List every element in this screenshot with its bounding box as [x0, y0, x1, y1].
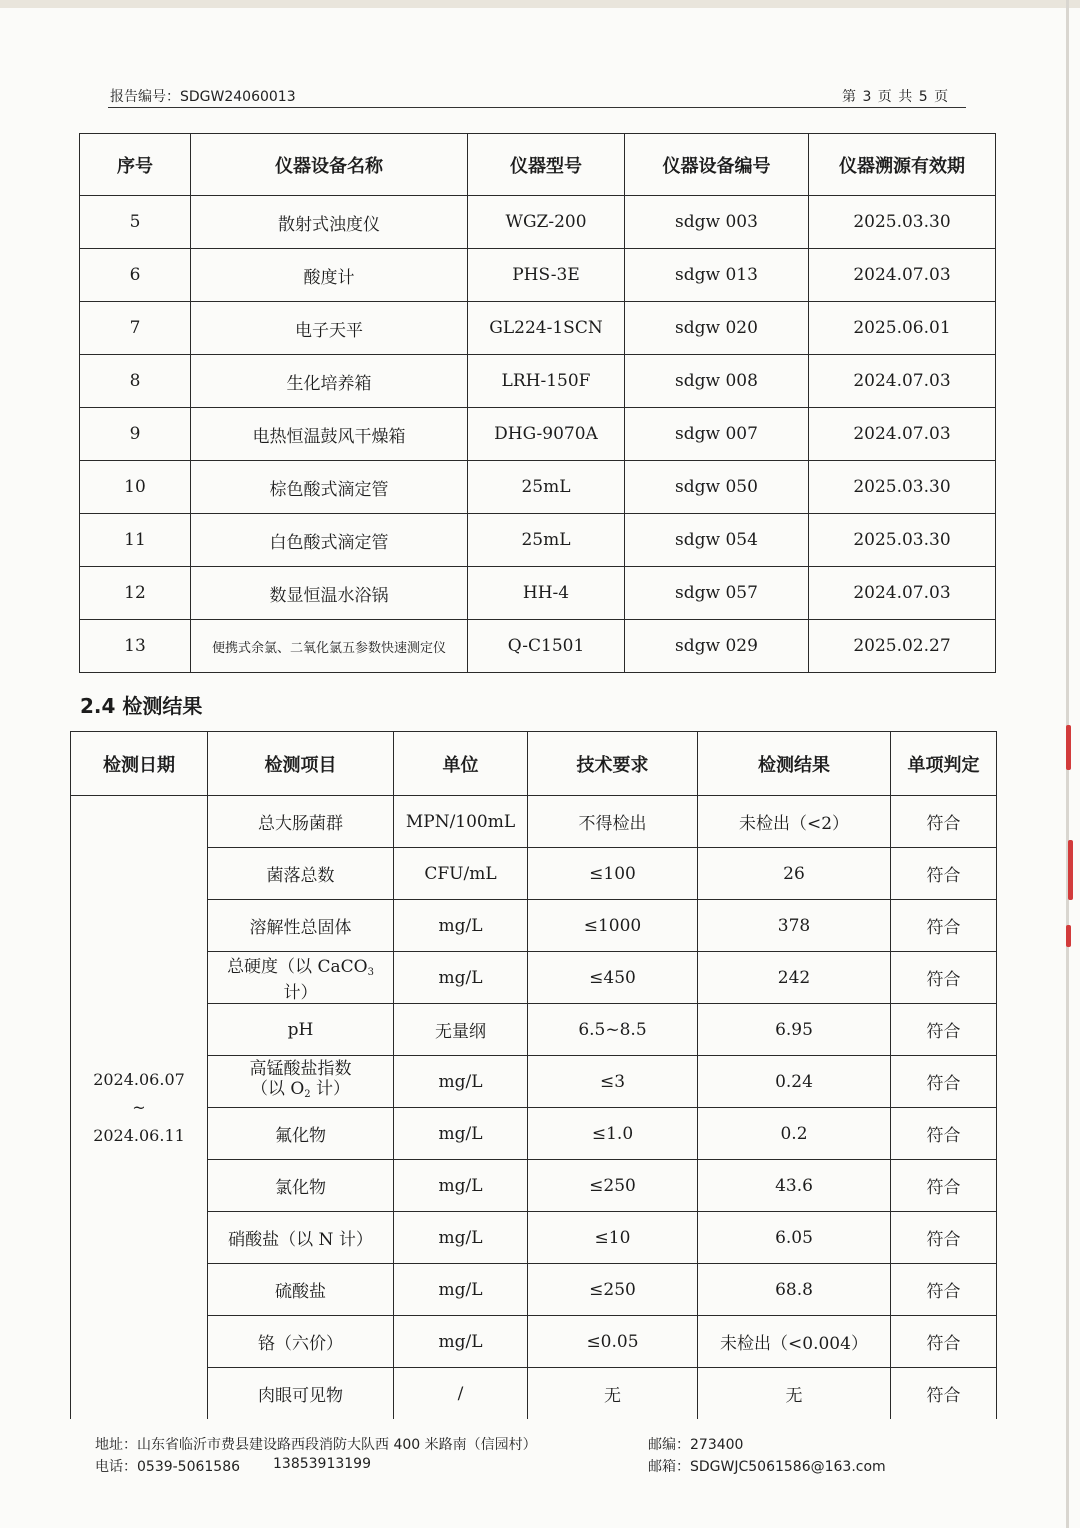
table-row	[71, 1108, 997, 1160]
cell-unit: mg/L	[394, 1316, 528, 1368]
cell-id: sdgw 020	[625, 302, 809, 355]
table-row	[71, 1004, 997, 1056]
cell-id: sdgw 003	[625, 196, 809, 249]
col-header-date: 检测日期	[71, 732, 208, 796]
cell-id: sdgw 057	[625, 567, 809, 620]
cell-model: Q-C1501	[468, 620, 625, 673]
cell-id: sdgw 007	[625, 408, 809, 461]
cell-verdict: 符合	[891, 1316, 997, 1368]
col-header-no: 序号	[80, 134, 191, 196]
cell-item	[208, 952, 394, 1004]
test-date-range	[71, 796, 208, 1420]
cell-item: 溶解性总固体	[208, 900, 394, 952]
cell-verdict: 符合	[891, 1108, 997, 1160]
section-title: 2.4 检测结果	[80, 694, 203, 718]
cell-model: 25mL	[468, 461, 625, 514]
cell-name: 散射式浊度仪	[191, 196, 468, 249]
item-tail: 计）	[283, 983, 318, 1003]
col-header-id: 仪器设备编号	[625, 134, 809, 196]
cell-name: 生化培养箱	[191, 355, 468, 408]
cell-validity: 2024.07.03	[809, 567, 996, 620]
cell-unit: MPN/100mL	[394, 796, 528, 848]
table-row	[71, 1368, 997, 1420]
cell-model: LRH-150F	[468, 355, 625, 408]
cell-requirement: ≤10	[528, 1212, 698, 1264]
results-table	[70, 731, 997, 1419]
table-row	[80, 355, 996, 408]
cell-verdict: 符合	[891, 952, 997, 1004]
footer-email: 邮箱：SDGWJC5061586@163.com	[648, 1459, 886, 1475]
cell-verdict: 符合	[891, 796, 997, 848]
cell-no: 8	[80, 355, 191, 408]
cell-item: 铬（六价）	[208, 1316, 394, 1368]
cell-id: sdgw 029	[625, 620, 809, 673]
cell-verdict: 符合	[891, 1212, 997, 1264]
table-row	[80, 302, 996, 355]
header-divider	[108, 107, 966, 108]
cell-result: 未检出（<0.004）	[698, 1316, 891, 1368]
date-end: 2024.06.11	[93, 1125, 185, 1145]
table-row	[80, 514, 996, 567]
table-row	[80, 567, 996, 620]
cell-unit: mg/L	[394, 952, 528, 1004]
cell-unit: mg/L	[394, 1160, 528, 1212]
table-row	[71, 1264, 997, 1316]
cell-result: 无	[698, 1368, 891, 1420]
cell-model: HH-4	[468, 567, 625, 620]
cell-verdict: 符合	[891, 1056, 997, 1108]
cell-verdict: 符合	[891, 900, 997, 952]
cell-validity: 2025.03.30	[809, 196, 996, 249]
date-start: 2024.06.07	[93, 1069, 185, 1089]
cell-unit: mg/L	[394, 900, 528, 952]
cell-requirement: ≤3	[528, 1056, 698, 1108]
cell-validity: 2025.03.30	[809, 514, 996, 567]
footer-postcode: 邮编：273400	[648, 1437, 744, 1453]
cell-id: sdgw 013	[625, 249, 809, 302]
report-number: 报告编号：SDGW24060013	[110, 89, 296, 105]
page-indicator: 第 3 页 共 5 页	[842, 89, 950, 105]
cell-model: 25mL	[468, 514, 625, 567]
cell-model: WGZ-200	[468, 196, 625, 249]
cell-requirement: ≤1.0	[528, 1108, 698, 1160]
item-tail: 计）	[310, 1078, 351, 1099]
footer-address: 地址：山东省临沂市费县建设路西段消防大队西 400 米路南（信园村）	[95, 1437, 537, 1453]
cell-requirement: ≤1000	[528, 900, 698, 952]
equipment-table	[79, 133, 996, 673]
cell-item: 硫酸盐	[208, 1264, 394, 1316]
table-row	[71, 1160, 997, 1212]
table-row	[71, 1056, 997, 1108]
cell-name: 酸度计	[191, 249, 468, 302]
cell-id: sdgw 050	[625, 461, 809, 514]
cell-id: sdgw 008	[625, 355, 809, 408]
cell-requirement: ≤250	[528, 1160, 698, 1212]
cell-no: 9	[80, 408, 191, 461]
equipment-header-row	[80, 134, 996, 196]
table-row	[80, 196, 996, 249]
cell-item: pH	[208, 1004, 394, 1056]
cell-name: 白色酸式滴定管	[191, 514, 468, 567]
cell-unit: mg/L	[394, 1212, 528, 1264]
cell-unit: 无量纲	[394, 1004, 528, 1056]
item-text: 总硬度（以 CaCO	[227, 957, 368, 977]
cell-item: 菌落总数	[208, 848, 394, 900]
red-stamp-edge	[1068, 840, 1073, 900]
cell-name: 电热恒温鼓风干燥箱	[191, 408, 468, 461]
table-row	[71, 796, 997, 848]
table-row	[71, 1212, 997, 1264]
table-row	[80, 461, 996, 514]
cell-validity: 2025.03.30	[809, 461, 996, 514]
cell-model: PHS-3E	[468, 249, 625, 302]
red-stamp-edge	[1066, 725, 1071, 770]
col-header-unit: 单位	[394, 732, 528, 796]
cell-model: GL224-1SCN	[468, 302, 625, 355]
cell-name: 棕色酸式滴定管	[191, 461, 468, 514]
cell-result: 26	[698, 848, 891, 900]
col-header-verdict: 单项判定	[891, 732, 997, 796]
cell-unit: /	[394, 1368, 528, 1420]
cell-no: 10	[80, 461, 191, 514]
cell-item: 总大肠菌群	[208, 796, 394, 848]
cell-item: 氟化物	[208, 1108, 394, 1160]
scan-top-band	[0, 0, 1080, 8]
footer-phone: 电话：0539-5061586	[95, 1459, 241, 1475]
cell-validity: 2024.07.03	[809, 408, 996, 461]
cell-validity: 2025.02.27	[809, 620, 996, 673]
item-subscript: 2	[304, 1088, 311, 1100]
col-header-item: 检测项目	[208, 732, 394, 796]
col-header-name: 仪器设备名称	[191, 134, 468, 196]
cell-result: 378	[698, 900, 891, 952]
cell-unit: mg/L	[394, 1056, 528, 1108]
table-row	[80, 620, 996, 673]
cell-result: 242	[698, 952, 891, 1004]
cell-requirement: ≤250	[528, 1264, 698, 1316]
cell-no: 12	[80, 567, 191, 620]
item-line2-text: （以 O	[250, 1078, 305, 1099]
cell-result: 0.2	[698, 1108, 891, 1160]
cell-result: 43.6	[698, 1160, 891, 1212]
date-separator: ~	[132, 1097, 146, 1117]
cell-no: 7	[80, 302, 191, 355]
cell-validity: 2024.07.03	[809, 355, 996, 408]
cell-name: 数显恒温水浴锅	[191, 567, 468, 620]
cell-no: 6	[80, 249, 191, 302]
cell-id: sdgw 054	[625, 514, 809, 567]
cell-item: 硝酸盐（以 N 计）	[208, 1212, 394, 1264]
cell-result: 0.24	[698, 1056, 891, 1108]
cell-item: 氯化物	[208, 1160, 394, 1212]
cell-verdict: 符合	[891, 1264, 997, 1316]
cell-name: 电子天平	[191, 302, 468, 355]
table-row	[80, 249, 996, 302]
cell-requirement: 不得检出	[528, 796, 698, 848]
item-text: 高锰酸盐指数	[249, 1058, 352, 1079]
red-stamp-edge	[1066, 925, 1071, 947]
table-row	[71, 848, 997, 900]
cell-no: 5	[80, 196, 191, 249]
cell-unit: mg/L	[394, 1264, 528, 1316]
item-subscript: 3	[367, 967, 374, 978]
results-header-row	[71, 732, 997, 796]
cell-result: 未检出（<2）	[698, 796, 891, 848]
col-header-requirement: 技术要求	[528, 732, 698, 796]
cell-requirement: ≤0.05	[528, 1316, 698, 1368]
cell-verdict: 符合	[891, 1160, 997, 1212]
cell-result: 68.8	[698, 1264, 891, 1316]
cell-unit: CFU/mL	[394, 848, 528, 900]
table-row	[71, 1316, 997, 1368]
table-row	[71, 900, 997, 952]
cell-requirement: 无	[528, 1368, 698, 1420]
cell-validity: 2025.06.01	[809, 302, 996, 355]
cell-verdict: 符合	[891, 1004, 997, 1056]
col-header-model: 仪器型号	[468, 134, 625, 196]
cell-result: 6.95	[698, 1004, 891, 1056]
cell-model: DHG-9070A	[468, 408, 625, 461]
cell-item: 肉眼可见物	[208, 1368, 394, 1420]
col-header-validity: 仪器溯源有效期	[809, 134, 996, 196]
cell-validity: 2024.07.03	[809, 249, 996, 302]
cell-no: 13	[80, 620, 191, 673]
table-row	[71, 952, 997, 1004]
cell-requirement: ≤100	[528, 848, 698, 900]
table-row	[80, 408, 996, 461]
col-header-result: 检测结果	[698, 732, 891, 796]
cell-verdict: 符合	[891, 1368, 997, 1420]
item-line2	[208, 1079, 393, 1105]
cell-item	[208, 1056, 394, 1108]
cell-no: 11	[80, 514, 191, 567]
cell-name: 便携式余氯、二氧化氯五参数快速测定仪	[191, 620, 468, 673]
cell-unit: mg/L	[394, 1108, 528, 1160]
footer-mobile: 13853913199	[273, 1456, 371, 1472]
cell-verdict: 符合	[891, 848, 997, 900]
cell-requirement: 6.5~8.5	[528, 1004, 698, 1056]
cell-result: 6.05	[698, 1212, 891, 1264]
cell-requirement: ≤450	[528, 952, 698, 1004]
